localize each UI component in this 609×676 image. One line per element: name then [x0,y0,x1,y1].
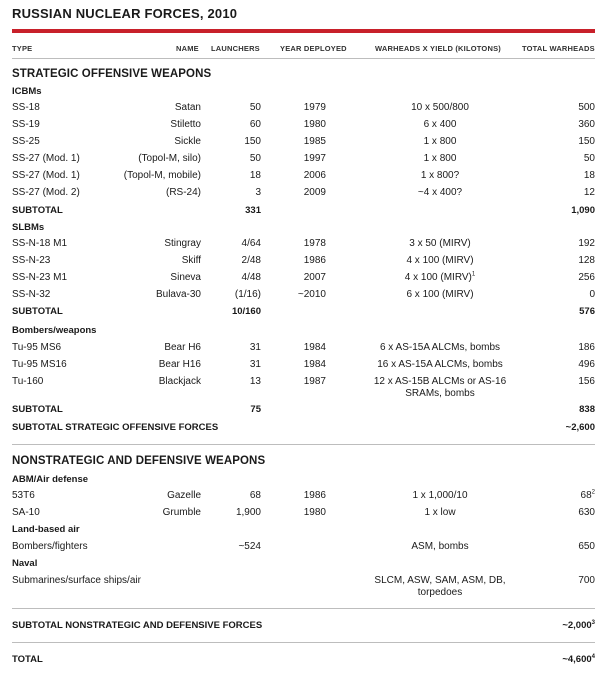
row-total-warheads: 630 [578,507,595,518]
row-name: (Topol-M, silo) [138,153,201,164]
row-warheads-yield: 1 x 800 [423,153,457,164]
row-type: Tu-95 MS16 [12,359,67,370]
row-year-deployed: 1986 [303,255,326,266]
row-warheads-yield: 1 x 1,000/10 [412,490,468,501]
row-launchers: 2/48 [241,255,261,266]
nonstrategic-subtotal-total: ~2,000$^3$ [562,619,595,631]
row-warheads-yield: 10 x 500/800 [411,102,469,113]
row-warheads-yield: SLCM, ASW, SAM, ASM, DB, [374,575,506,586]
row-warheads-yield: 1 x 800 [423,136,457,147]
row-launchers: 50 [249,153,261,164]
subtotal-total: 576 [579,306,595,317]
row-year-deployed: 1980 [303,507,326,518]
row-name: Stiletto [170,119,201,130]
row-type: SS-N-23 [12,255,51,266]
row-year-deployed: 2007 [303,272,326,283]
nonstrategic-subtotal-label: SUBTOTAL NONSTRATEGIC AND DEFENSIVE FORCES [12,620,263,631]
row-warheads-yield: 1 x low [424,507,456,518]
row-total-warheads: 50 [583,153,595,164]
row-name: Grumble [162,507,201,518]
row-type: SS-N-23 M1 [12,272,68,283]
subtotal-total: 838 [579,404,595,415]
row-warheads-yield: 3 x 50 (MIRV) [409,238,471,249]
subtotal-launchers: 10/160 [231,306,261,317]
row-type: 53T6 [12,490,35,501]
row-warheads-yield: 1 x 800? [420,170,460,181]
row-launchers: 4/64 [241,238,261,249]
row-total-warheads: 256 [578,272,595,283]
row-name: Sineva [170,272,201,283]
row-type: Tu-95 MS6 [12,342,62,353]
row-warheads-yield: ASM, bombs [411,541,469,552]
group-heading-bombers: Bombers/weapons [12,325,97,336]
strategic-grand-subtotal-total: ~2,600 [565,422,595,433]
row-year-deployed: 1979 [303,102,326,113]
row-launchers: 1,900 [235,507,261,518]
nonstrategic-subtotal-divider [12,608,595,609]
row-type: SS-27 (Mod. 2) [12,187,80,198]
row-year-deployed: 1984 [303,342,326,353]
row-warheads-yield: 12 x AS-15B ALCMs or AS-16 [373,376,507,387]
row-year-deployed: 2006 [303,170,326,181]
row-total-warheads: 496 [578,359,595,370]
row-launchers: 31 [249,359,261,370]
row-year-deployed: 2009 [303,187,326,198]
row-launchers: (1/16) [234,289,261,300]
row-type: SS-N-32 [12,289,51,300]
subtotal-launchers: 331 [245,205,261,216]
row-warheads-yield: ~4 x 400? [417,187,463,198]
row-launchers: ~524 [238,541,261,552]
row-name: Bulava-30 [155,289,201,300]
row-total-warheads: 0 [589,289,595,300]
section-heading-strategic: STRATEGIC OFFENSIVE WEAPONS [12,68,212,80]
col-header-warheads: WARHEADS X YIELD (KILOTONS) [375,44,501,53]
row-launchers: 3 [255,187,261,198]
row-type: SS-19 [12,119,40,130]
row-total-warheads: 156 [578,376,595,387]
row-total-warheads: 128 [578,255,595,266]
subtotal-total: 1,090 [571,205,595,216]
row-type: SS-27 (Mod. 1) [12,170,80,181]
row-total-warheads: 360 [578,119,595,130]
row-type: SS-N-18 M1 [12,238,68,249]
row-launchers: 31 [249,342,261,353]
strategic-grand-subtotal-label: SUBTOTAL STRATEGIC OFFENSIVE FORCES [12,422,219,433]
row-warheads-yield: 6 x 400 [423,119,457,130]
row-total-warheads: 18 [583,170,595,181]
row-year-deployed: 1985 [303,136,326,147]
subtotal-label: SUBTOTAL [12,404,63,415]
row-total-warheads: 12 [583,187,595,198]
row-total-warheads: 150 [578,136,595,147]
row-year-deployed: 1984 [303,359,326,370]
row-warheads-yield-cont: torpedoes [417,587,463,598]
row-launchers: 150 [244,136,261,147]
row-total-warheads: 186 [578,342,595,353]
row-type: SS-18 [12,102,40,113]
subtotal-launchers: 75 [250,404,261,415]
row-year-deployed: 1986 [303,490,326,501]
row-launchers: 68 [249,490,261,501]
title-red-rule [12,29,595,33]
row-total-warheads: 700 [578,575,595,586]
row-name: Sickle [174,136,201,147]
row-warheads-yield: 6 x 100 (MIRV) [406,289,474,300]
total-divider [12,642,595,643]
row-total-warheads: $68^2$ [580,489,595,501]
section-heading-nonstrategic: NONSTRATEGIC AND DEFENSIVE WEAPONS [12,455,266,467]
row-name: Satan [174,102,201,113]
col-header-type: TYPE [12,44,33,53]
col-header-year: YEAR DEPLOYED [280,44,347,53]
grand-total-value: ~4,600$^4$ [562,653,595,665]
row-type: SA-10 [12,507,40,518]
row-name: (RS-24) [165,187,201,198]
row-type: SS-25 [12,136,40,147]
row-total-warheads: 650 [578,541,595,552]
row-year-deployed: 1987 [303,376,326,387]
row-launchers: 4/48 [241,272,261,283]
row-total-warheads: 192 [578,238,595,249]
group-heading-slbms: SLBMs [12,222,45,233]
row-year-deployed: 1997 [303,153,326,164]
grand-total-label: TOTAL [12,654,43,665]
row-name: Stingray [164,238,201,249]
row-total-warheads: 500 [578,102,595,113]
subtotal-label: SUBTOTAL [12,306,63,317]
group-heading-land-air: Land-based air [12,524,80,535]
row-launchers: 60 [249,119,261,130]
group-heading-abm: ABM/Air defense [12,474,89,485]
row-warheads-yield: 4 x 100 (MIRV)$^1$ [404,271,476,283]
row-type: Bombers/fighters [12,541,88,552]
row-name: Bear H6 [164,342,201,353]
row-type: SS-27 (Mod. 1) [12,153,80,164]
row-year-deployed: 1978 [303,238,326,249]
row-year-deployed: 1980 [303,119,326,130]
row-name: Gazelle [167,490,201,501]
row-type: Tu-160 [12,376,44,387]
row-name: Skiff [181,255,201,266]
section-divider [12,444,595,445]
row-launchers: 13 [249,376,261,387]
row-name: Blackjack [158,376,201,387]
row-launchers: 18 [249,170,261,181]
row-warheads-yield: 16 x AS-15A ALCMs, bombs [377,359,503,370]
group-heading-naval: Naval [12,558,38,569]
row-launchers: 50 [249,102,261,113]
subtotal-label: SUBTOTAL [12,205,63,216]
page-title: RUSSIAN NUCLEAR FORCES, 2010 [12,6,238,21]
col-header-launchers: LAUNCHERS [211,44,260,53]
col-header-name: NAME [176,44,199,53]
row-name: (Topol-M, mobile) [123,170,201,181]
row-year-deployed: ~2010 [297,289,326,300]
row-name: Bear H16 [158,359,201,370]
row-type: Submarines/surface ships/air [12,575,141,586]
group-heading-icbms: ICBMs [12,86,42,97]
header-divider [12,58,595,59]
row-warheads-yield-cont: SRAMs, bombs [405,388,475,399]
col-header-total: TOTAL WARHEADS [522,44,595,53]
row-warheads-yield: 4 x 100 (MIRV) [406,255,474,266]
row-warheads-yield: 6 x AS-15A ALCMs, bombs [379,342,501,353]
